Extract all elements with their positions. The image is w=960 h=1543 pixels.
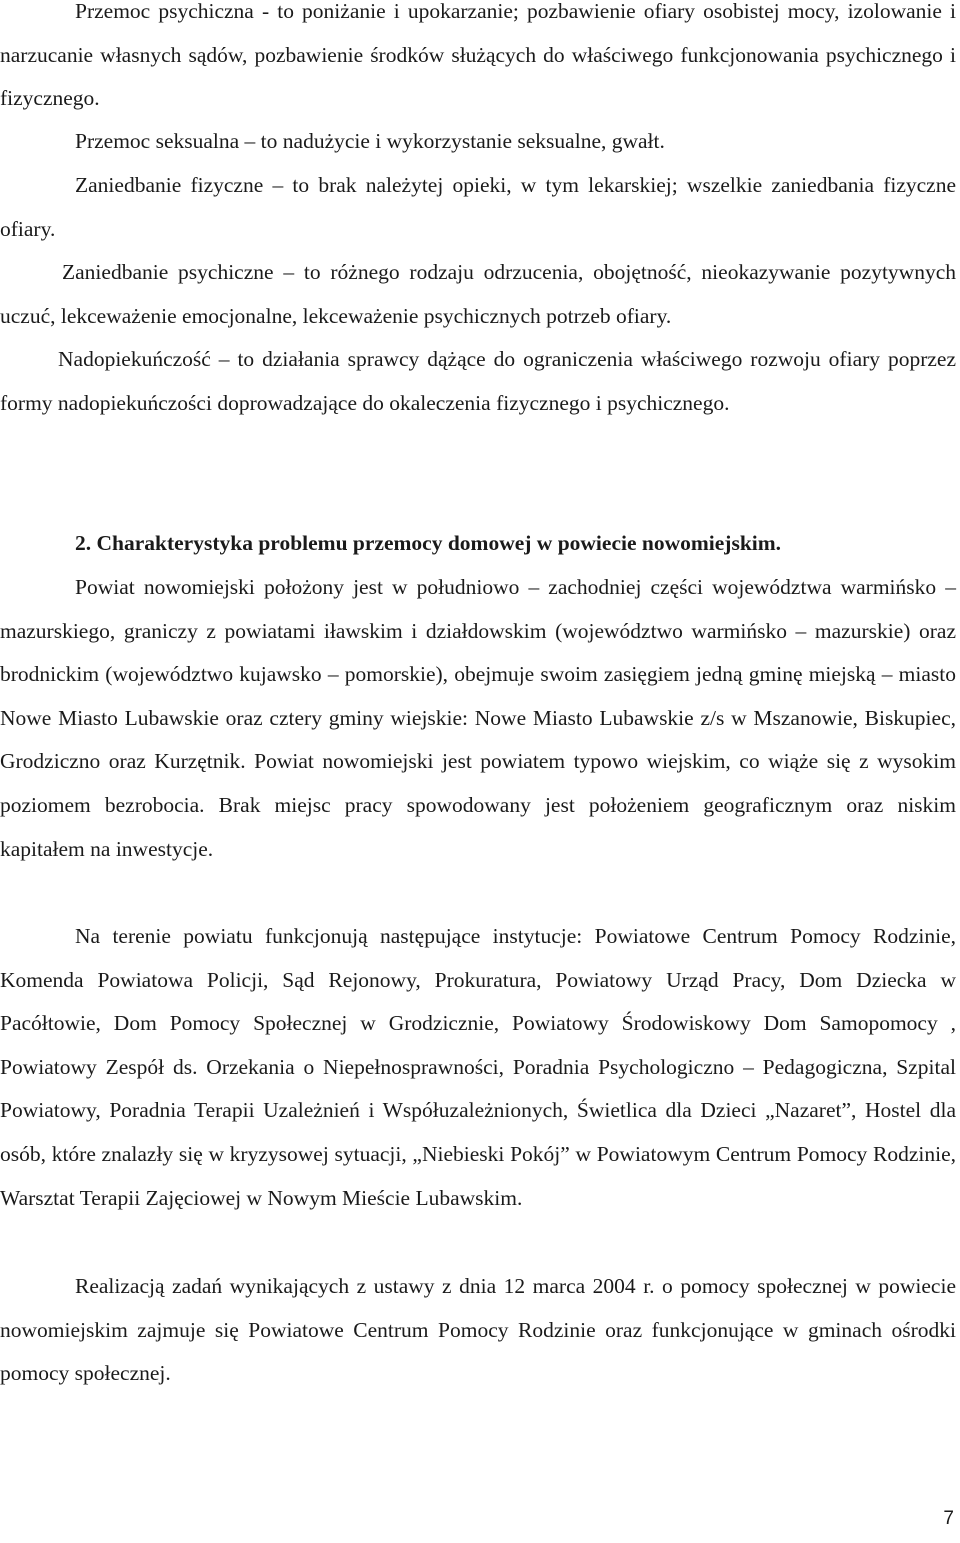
- paragraph-zaniedbanie-fizyczne: Zaniedbanie fizyczne – to brak należytej opieki, w tym lekarskiej; wszelkie zaniedbania fizyczne ofiary.: [0, 173, 956, 241]
- paragraph-powiat-opis: Powiat nowomiejski położony jest w południowo – zachodniej części województwa warmińsko – mazurskiego, graniczy z powiatami iławskim i działdowskim (województwo warmińsko – mazurskie) oraz brodnickim (województwo kujawsko – pomorskie), obejmuje swoim zasięgiem jedną gminę miejską – miasto Nowe Miasto Lubawskie oraz cztery gminy wiejskie: Nowe Miasto Lubawskie z/s w Mszanowie, Biskupiec, Grodziczno oraz Kurzętnik. Powiat nowomiejski jest powiatem typowo wiejskim, co wiąże się z wysokim poziomem bezrobocia. Brak miejsc pracy spowodowany jest położeniem geograficznym oraz niskim kapitałem na inwestycje.: [0, 575, 956, 861]
- paragraph-instytucje: Na terenie powiatu funkcjonują następujące instytucje: Powiatowe Centrum Pomocy Rodzinie, Komenda Powiatowa Policji, Sąd Rejonowy, Prokuratura, Powiatowy Urząd Pracy, Dom Dziecka w Pacółtowie, Dom Pomocy Społecznej w Grodzicznie, Powiatowy Środowiskowy Dom Samopomocy , Powiatowy Zespół ds. Orzekania o Niepełnosprawności, Poradnia Psychologiczno – Pedagogiczna, Szpital Powiatowy, Poradnia Terapii Uzależnień i Współuzależnionych, Świetlica dla Dzieci „Nazaret”, Hostel dla osób, które znalazły się w kryzysowej sytuacji, „Niebieski Pokój” w Powiatowym Centrum Pomocy Rodzinie, Warsztat Terapii Zajęciowej w Nowym Mieście Lubawskim.: [0, 924, 956, 1210]
- paragraph-zaniedbanie-psychiczne: Zaniedbanie psychiczne – to różnego rodzaju odrzucenia, obojętność, nieokazywanie pozytywnych uczuć, lekceważenie emocjonalne, lekceważenie psychicznych potrzeb ofiary.: [0, 260, 956, 328]
- section-heading: 2. Charakterystyka problemu przemocy domowej w powiecie nowomiejskim.: [75, 531, 782, 555]
- page-number: 7: [943, 1508, 954, 1529]
- paragraph-przemoc-psychiczna: Przemoc psychiczna - to poniżanie i upokarzanie; pozbawienie ofiary osobistej mocy, izolowanie i narzucanie własnych sądów, pozbawienie środków służących do właściwego funkcjonowania psychicznego i fizycznego.: [0, 0, 956, 111]
- paragraph-realizacja-zadan: Realizacją zadań wynikających z ustawy z dnia 12 marca 2004 r. o pomocy społecznej w powiecie nowomiejskim zajmuje się Powiatowe Centrum Pomocy Rodzinie oraz funkcjonujące w gminach ośrodki pomocy społecznej.: [0, 1274, 956, 1386]
- paragraph-przemoc-seksualna: Przemoc seksualna – to nadużycie i wykorzystanie seksualne, gwałt.: [75, 129, 665, 153]
- paragraph-nadopiekunczosc: Nadopiekuńczość – to działania sprawcy dążące do ograniczenia właściwego rozwoju ofiary poprzez formy nadopiekuńczości doprowadzające do okaleczenia fizycznego i psychicznego.: [0, 347, 956, 415]
